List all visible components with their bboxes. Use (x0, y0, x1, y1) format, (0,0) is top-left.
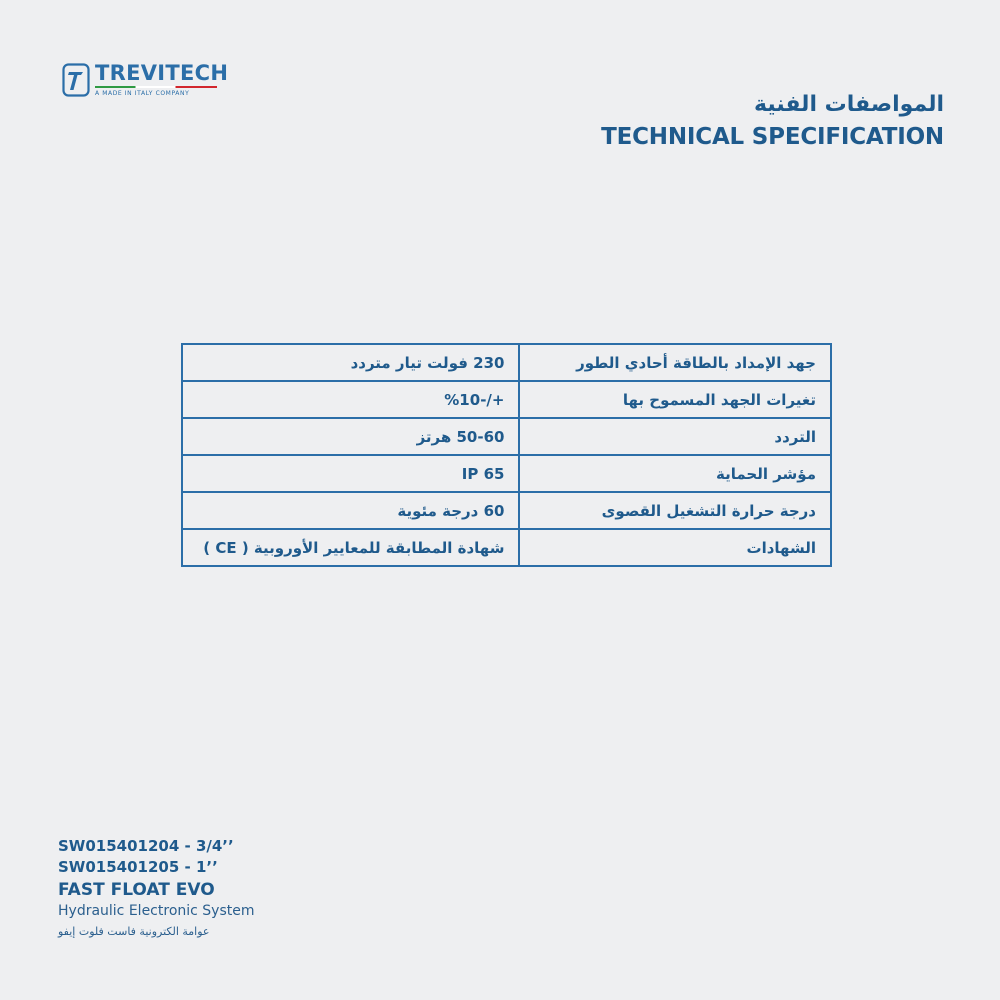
table-row (182, 381, 831, 418)
brand-tagline: A MADE IN ITALY COMPANY (95, 90, 190, 97)
spec-label: جهد الإمداد بالطاقة أحادي الطور (519, 344, 831, 381)
spec-value: IP 65 (182, 455, 519, 492)
product-subtitle: Hydraulic Electronic System (58, 903, 255, 919)
page-title-english: TECHNICAL SPECIFICATION (601, 124, 944, 150)
spec-value: 230 فولت تيار متردد (182, 344, 519, 381)
italian-flag-stripe (95, 86, 217, 88)
spec-label: مؤشر الحماية (519, 455, 831, 492)
spec-value: شهادة المطابقة للمعايير الأوروبية ( CE ) (182, 529, 519, 566)
product-code: SW015401205 - 1’’ (58, 858, 218, 876)
brand-name: TREVITECH (95, 61, 229, 85)
page-title-arabic: المواصفات الفنية (754, 92, 944, 117)
product-info (58, 836, 255, 940)
table-row (182, 492, 831, 529)
trevitech-logo-icon (62, 63, 90, 97)
spec-label: التردد (519, 418, 831, 455)
table-row (182, 418, 831, 455)
spec-label: درجة حرارة التشغيل القصوى (519, 492, 831, 529)
spec-value: 50-60 هرتز (182, 418, 519, 455)
spec-label: تغيرات الجهد المسموح بها (519, 381, 831, 418)
brand-logo (62, 62, 228, 97)
product-name-arabic: عوامة الكترونية فاست فلوت إيفو (58, 925, 210, 938)
table-row (182, 529, 831, 566)
spec-label: الشهادات (519, 529, 831, 566)
spec-value: +/-%10 (182, 381, 519, 418)
table-row (182, 455, 831, 492)
product-code: SW015401204 - 3/4’’ (58, 837, 234, 855)
table-row (182, 344, 831, 381)
spec-value: 60 درجة مئوية (182, 492, 519, 529)
specification-table (181, 343, 832, 567)
product-name: FAST FLOAT EVO (58, 880, 215, 900)
brand-wordmark (95, 62, 228, 97)
